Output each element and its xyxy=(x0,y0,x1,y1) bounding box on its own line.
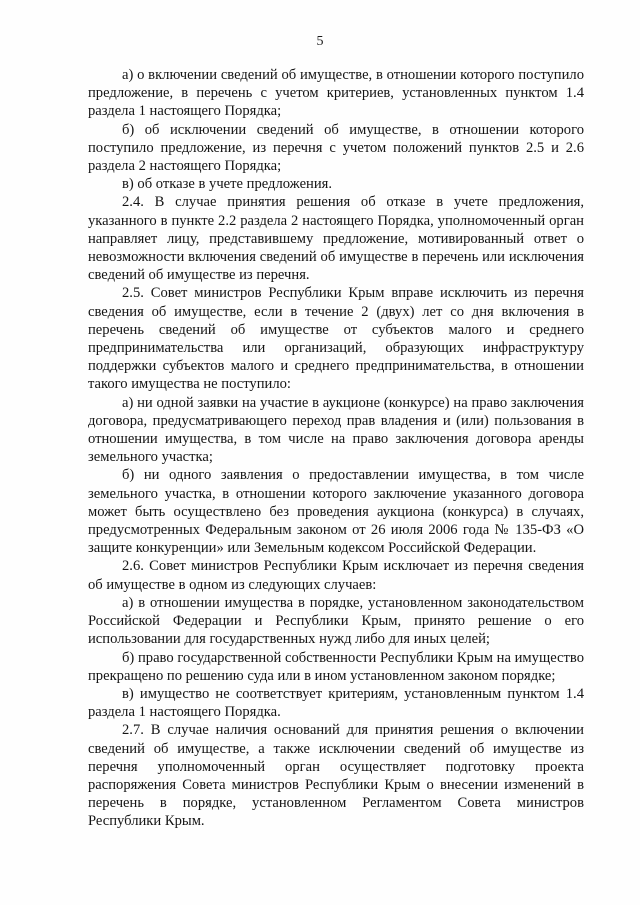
paragraph-2-6-a: а) в отношении имущества в порядке, установленном законодательством Российской Федерации и Республики Крым, принято решение о его использовании для государственных нужд либо для иных целей; xyxy=(88,594,584,648)
paragraph-clause-b-exclude: б) об исключении сведений об имуществе, в отношении которого поступило предложение, из перечня с учетом положений пунктов 2.5 и 2.6 раздела 2 настоящего Порядка; xyxy=(88,121,584,175)
document-body xyxy=(88,66,584,831)
paragraph-2-5-a: а) ни одной заявки на участие в аукционе (конкурсе) на право заключения договора, предусматривающего переход прав владения и (или) пользования в отношении имущества, в том числе на право заключения договора аренды земельного участка; xyxy=(88,394,584,466)
page-number: 5 xyxy=(316,34,324,49)
paragraph-2-5-b: б) ни одного заявления о предоставлении имущества, в том числе земельного участка, в отношении которого заключение указанного договора может быть осуществлено без проведения аукциона (конкурса) в случаях, предусмотренных Федеральным законом от 26 июля 2006 года № 135-ФЗ «О защите конкуренции» или Земельным кодексом Российской Федерации. xyxy=(88,467,584,557)
paragraph-clause-a-include: а) о включении сведений об имуществе, в отношении которого поступило предложение, в перечень с учетом критериев, установленных пунктом 1.4 раздела 1 настоящего Порядка; xyxy=(88,67,584,120)
paragraph-clause-v-refuse: в) об отказе в учете предложения. xyxy=(122,176,333,193)
paragraph-2-6-v: в) имущество не соответствует критериям, установленным пунктом 1.4 раздела 1 настоящего Порядка. xyxy=(88,685,584,721)
paragraph-2-6-b: б) право государственной собственности Республики Крым на имущество прекращено по решению суда или в ином установленном законом порядке; xyxy=(88,649,584,684)
paragraph-2-5: 2.5. Совет министров Республики Крым вправе исключить из перечня сведения об имуществе, если в течение 2 (двух) лет со дня включения в перечень сведений об имуществе от субъектов малого и среднего предпринимательства или организаций, образующих инфраструктуру поддержки субъектов малого и среднего предпринимательства, в отношении такого имущества не поступило: xyxy=(88,285,584,393)
paragraph-2-6: 2.6. Совет министров Республики Крым исключает из перечня сведения об имуществе в одном из следующих случаев: xyxy=(88,558,584,593)
paragraph-2-7: 2.7. В случае наличия оснований для принятия решения о включении сведений об имуществе, а также исключении сведений об имуществе из перечня уполномоченный орган осуществляет подготовку проекта распоряжения Совета министров Республики Крым о внесении изменений в перечень в порядке, установленном Регламентом Совета министров Республики Крым. xyxy=(88,722,584,830)
paragraph-2-4: 2.4. В случае принятия решения об отказе в учете предложения, указанного в пункте 2.2 раздела 2 настоящего Порядка, уполномоченный орган направляет лицу, представившему предложение, мотивированный ответ о невозможности включения сведений об имуществе в перечень или исключения сведений об имуществе из перечня. xyxy=(88,194,584,284)
